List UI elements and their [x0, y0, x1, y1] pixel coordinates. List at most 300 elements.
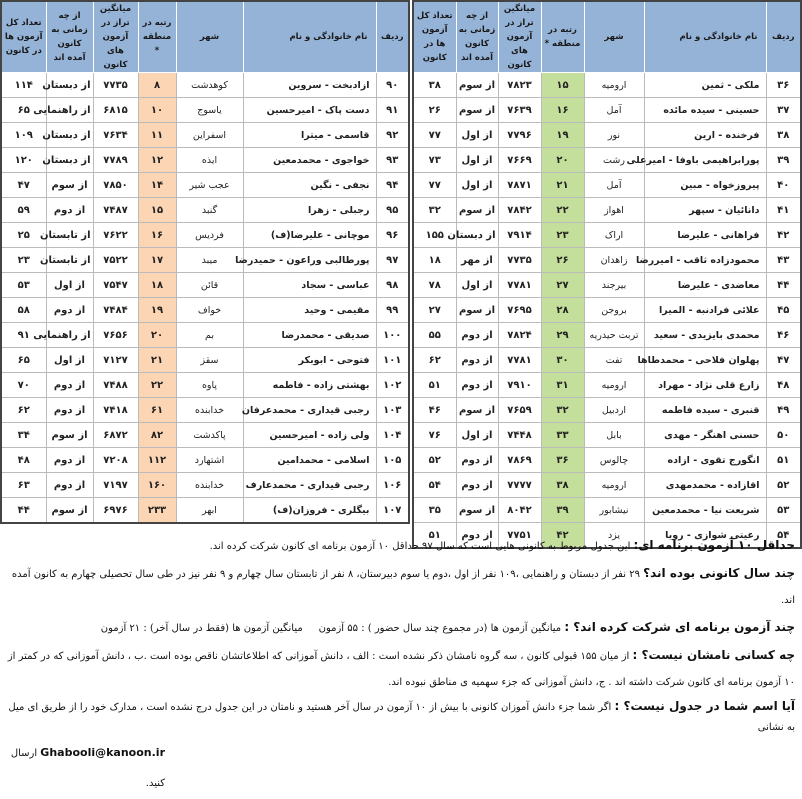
average-score-cell: ۷۷۷۷	[498, 473, 541, 498]
header-name: نام خانوادگی و نام	[243, 1, 376, 73]
table-row	[413, 223, 801, 248]
joined-since-cell: از اول	[456, 148, 498, 173]
city-cell: قائن	[176, 273, 243, 298]
regional-rank-cell: ۴۲	[541, 523, 584, 549]
average-score-cell: ۷۷۹۶	[498, 123, 541, 148]
joined-since-cell: از سوم	[456, 398, 498, 423]
table-row	[413, 248, 801, 273]
note-missing	[0, 642, 795, 696]
contact-line	[0, 738, 795, 799]
student-name-cell: قاسمی - میترا	[243, 123, 376, 148]
note-title: چند سال کانونی بوده اند؟	[643, 566, 795, 580]
row-number-cell: ۱۰۳	[376, 398, 409, 423]
exam-count-cell: ۷۸	[413, 273, 456, 298]
table-row	[1, 448, 409, 473]
row-number-cell: ۳۷	[766, 98, 801, 123]
table-row	[1, 423, 409, 448]
exam-count-cell: ۵۵	[413, 323, 456, 348]
student-name-cell: محمدی بایزیدی - سعید	[644, 323, 766, 348]
exam-count-cell: ۲۷	[413, 298, 456, 323]
table-row	[413, 498, 801, 523]
student-name-cell: مقیمی - وحید	[243, 298, 376, 323]
average-score-cell: ۶۹۷۶	[93, 498, 138, 524]
exam-count-cell: ۴۷	[1, 173, 46, 198]
average-score-cell: ۷۷۳۵	[93, 73, 138, 98]
city-cell: یزد	[584, 523, 644, 549]
student-name-cell: پورابراهیمی باوفا - امیرعلی	[644, 148, 766, 173]
joined-since-cell: از دوم	[456, 323, 498, 348]
average-score-cell: ۸۰۴۲	[498, 498, 541, 523]
row-number-cell: ۳۶	[766, 73, 801, 98]
joined-since-cell: از دبستان	[46, 148, 93, 173]
exam-count-cell: ۵۸	[1, 298, 46, 323]
exam-count-cell: ۵۲	[413, 448, 456, 473]
results-table-left	[0, 0, 410, 524]
joined-since-cell: از راهنمایی	[46, 98, 93, 123]
joined-since-cell: از سوم	[456, 73, 498, 98]
average-score-cell: ۷۶۹۵	[498, 298, 541, 323]
student-name-cell: زارع قلی نژاد - مهراد	[644, 373, 766, 398]
student-name-cell: عباسی - سجاد	[243, 273, 376, 298]
exam-count-cell: ۶۵	[1, 348, 46, 373]
city-cell: تفت	[584, 348, 644, 373]
average-score-cell: ۷۵۴۷	[93, 273, 138, 298]
regional-rank-cell: ۲۰	[541, 148, 584, 173]
regional-rank-cell: ۱۸	[138, 273, 176, 298]
joined-since-cell: از تابستان	[46, 223, 93, 248]
contact-suffix: ارسال کنید.	[10, 748, 165, 789]
joined-since-cell: از دوم	[46, 198, 93, 223]
row-number-cell: ۱۰۶	[376, 473, 409, 498]
regional-rank-cell: ۱۶۰	[138, 473, 176, 498]
joined-since-cell: از اول	[456, 123, 498, 148]
exam-count-cell: ۲۶	[413, 98, 456, 123]
joined-since-cell: از تابستان	[46, 248, 93, 273]
row-number-cell: ۵۳	[766, 498, 801, 523]
city-cell: زاهدان	[584, 248, 644, 273]
joined-since-cell: از راهنمایی	[46, 323, 93, 348]
table-row	[1, 98, 409, 123]
average-score-cell: ۷۷۵۱	[498, 523, 541, 549]
regional-rank-cell: ۳۹	[541, 498, 584, 523]
joined-since-cell: از دوم	[46, 473, 93, 498]
exam-count-cell: ۷۶	[413, 423, 456, 448]
row-number-cell: ۳۸	[766, 123, 801, 148]
joined-since-cell: از دوم	[456, 448, 498, 473]
average-score-cell: ۷۷۸۹	[93, 148, 138, 173]
exam-count-cell: ۵۱	[413, 523, 456, 549]
table-row	[1, 298, 409, 323]
student-name-cell: فتوحی - ابوبکر	[243, 348, 376, 373]
note-min-exams	[0, 532, 795, 560]
city-cell: بروجن	[584, 298, 644, 323]
row-number-cell: ۱۰۱	[376, 348, 409, 373]
city-cell: خواف	[176, 298, 243, 323]
student-name-cell: علائی فرادنبه - المیرا	[644, 298, 766, 323]
average-score-cell: ۷۴۸۷	[93, 198, 138, 223]
regional-rank-cell: ۶۱	[138, 398, 176, 423]
city-cell: ایذه	[176, 148, 243, 173]
note-title: چند آزمون برنامه ای شرکت کرده اند؟ :	[564, 620, 795, 634]
joined-since-cell: از اول	[456, 173, 498, 198]
joined-since-cell: از سوم	[456, 298, 498, 323]
exam-count-cell: ۳۲	[413, 198, 456, 223]
row-number-cell: ۵۴	[766, 523, 801, 549]
city-cell: ارومیه	[584, 73, 644, 98]
city-cell: اشتهارد	[176, 448, 243, 473]
table-row	[1, 498, 409, 524]
average-score-cell: ۷۶۳۹	[498, 98, 541, 123]
city-cell: سقز	[176, 348, 243, 373]
note-title: آیا اسم شما در جدول نیست؟ :	[614, 699, 795, 713]
joined-since-cell: از دوم	[46, 448, 93, 473]
city-cell: ارومیه	[584, 373, 644, 398]
student-name-cell: رعیتی شوازی - رویا	[644, 523, 766, 549]
table-row	[1, 473, 409, 498]
table-row	[413, 98, 801, 123]
average-score-cell: ۷۸۵۰	[93, 173, 138, 198]
table-row	[413, 373, 801, 398]
average-score-cell: ۶۸۱۵	[93, 98, 138, 123]
exam-count-cell: ۷۷	[413, 173, 456, 198]
student-name-cell: انگورج تقوی - ازاده	[644, 448, 766, 473]
exam-count-cell: ۳۴	[1, 423, 46, 448]
table-row	[413, 398, 801, 423]
table-row	[413, 73, 801, 98]
average-score-cell: ۷۸۷۱	[498, 173, 541, 198]
student-name-cell: فرخنده - ارین	[644, 123, 766, 148]
average-score-cell: ۷۶۲۲	[93, 223, 138, 248]
average-score-cell: ۷۱۲۷	[93, 348, 138, 373]
joined-since-cell: از دبستان	[456, 223, 498, 248]
table-row	[1, 323, 409, 348]
row-number-cell: ۹۰	[376, 73, 409, 98]
table-row	[1, 123, 409, 148]
regional-rank-cell: ۱۱	[138, 123, 176, 148]
average-score-cell: ۷۴۴۸	[498, 423, 541, 448]
exam-count-cell: ۵۳	[1, 273, 46, 298]
city-cell: کوهدشت	[176, 73, 243, 98]
joined-since-cell: از مهر	[456, 248, 498, 273]
city-cell: تربت حیدریه	[584, 323, 644, 348]
city-cell: اسفراین	[176, 123, 243, 148]
regional-rank-cell: ۸۲	[138, 423, 176, 448]
joined-since-cell: از دوم	[46, 298, 93, 323]
exam-count-cell: ۶۲	[1, 398, 46, 423]
student-name-cell: معاضدی - علیرضا	[644, 273, 766, 298]
regional-rank-cell: ۲۳۳	[138, 498, 176, 524]
joined-since-cell: از اول	[46, 273, 93, 298]
average-score-cell: ۷۱۹۷	[93, 473, 138, 498]
table-row	[413, 273, 801, 298]
student-name-cell: بهشتی زاده - فاطمه	[243, 373, 376, 398]
row-number-cell: ۹۳	[376, 148, 409, 173]
regional-rank-cell: ۱۵	[541, 73, 584, 98]
header-count: تعداد کل آزمون ها در کانون	[413, 1, 456, 73]
regional-rank-cell: ۳۶	[541, 448, 584, 473]
exam-count-cell: ۴۶	[413, 398, 456, 423]
average-score-cell: ۶۸۷۲	[93, 423, 138, 448]
regional-rank-cell: ۲۲	[541, 198, 584, 223]
joined-since-cell: از دوم	[456, 523, 498, 549]
joined-since-cell: از اول	[456, 423, 498, 448]
student-name-cell: موچانی - علیرضا(ف)	[243, 223, 376, 248]
joined-since-cell: از دوم	[456, 473, 498, 498]
average-score-cell: ۷۸۲۳	[498, 73, 541, 98]
note-title: حداقل ۱۰ آزمون برنامه ای:	[633, 538, 795, 552]
average-score-cell: ۷۴۸۸	[93, 373, 138, 398]
note-years	[0, 560, 795, 614]
regional-rank-cell: ۱۶	[541, 98, 584, 123]
note-exam-count	[0, 614, 795, 642]
joined-since-cell: از اول	[46, 348, 93, 373]
table-row	[413, 348, 801, 373]
note-text: از میان ۱۵۵ قبولی کانون ، سه گروه نامشان ذکر نشده است : الف ، دانش آموزانی که اطلاعاتشان ناقص بوده است .ب ، دانش آموزانی که در کمتر از ۱۰ آزمون برنامه ای کانون شرکت داشته اند . ج، دانش آموزانی که جزء سهمیه ی مناطق نبوده اند.	[7, 651, 795, 688]
joined-since-cell: از سوم	[46, 173, 93, 198]
student-name-cell: شریعت نیا - محمدمعین	[644, 498, 766, 523]
table-row	[413, 473, 801, 498]
student-name-cell: حسینی - سیده مائده	[644, 98, 766, 123]
row-number-cell: ۴۷	[766, 348, 801, 373]
regional-rank-cell: ۱۶	[138, 223, 176, 248]
exam-count-cell: ۷۰	[1, 373, 46, 398]
row-number-cell: ۹۸	[376, 273, 409, 298]
row-number-cell: ۵۲	[766, 473, 801, 498]
average-score-cell: ۷۸۲۴	[498, 323, 541, 348]
exam-count-cell: ۱۲۰	[1, 148, 46, 173]
city-cell: خدابنده	[176, 473, 243, 498]
regional-rank-cell: ۱۹	[138, 298, 176, 323]
table-row	[1, 173, 409, 198]
row-number-cell: ۵۱	[766, 448, 801, 473]
table-row	[1, 73, 409, 98]
exam-count-cell: ۵۱	[413, 373, 456, 398]
row-number-cell: ۹۱	[376, 98, 409, 123]
regional-rank-cell: ۱۵	[138, 198, 176, 223]
exam-count-cell: ۴۴	[1, 498, 46, 524]
row-number-cell: ۴۹	[766, 398, 801, 423]
average-score-cell: ۷۷۸۱	[498, 273, 541, 298]
table-row	[413, 173, 801, 198]
exam-count-cell: ۱۸	[413, 248, 456, 273]
student-name-cell: دست پاک - امیرحسین	[243, 98, 376, 123]
row-number-cell: ۴۸	[766, 373, 801, 398]
row-number-cell: ۱۰۰	[376, 323, 409, 348]
exam-count-cell: ۹۱	[1, 323, 46, 348]
joined-since-cell: از دبستان	[46, 73, 93, 98]
city-cell: اراک	[584, 223, 644, 248]
city-cell: آمل	[584, 173, 644, 198]
exam-count-cell: ۵۴	[413, 473, 456, 498]
city-cell: پاوه	[176, 373, 243, 398]
header-avg: میانگین تراز در آزمون های کانون	[498, 1, 541, 73]
exam-count-cell: ۱۵۵	[413, 223, 456, 248]
row-number-cell: ۹۷	[376, 248, 409, 273]
regional-rank-cell: ۱۰	[138, 98, 176, 123]
regional-rank-cell: ۲۰	[138, 323, 176, 348]
row-number-cell: ۱۰۷	[376, 498, 409, 524]
results-table-right	[412, 0, 802, 549]
average-score-cell: ۷۲۰۸	[93, 448, 138, 473]
regional-rank-cell: ۲۸	[541, 298, 584, 323]
table-row	[413, 298, 801, 323]
table-row	[1, 223, 409, 248]
row-number-cell: ۴۵	[766, 298, 801, 323]
average-score-cell: ۷۴۸۴	[93, 298, 138, 323]
student-name-cell: قنبری - سیده فاطمه	[644, 398, 766, 423]
student-name-cell: صدیقی - محمدرضا	[243, 323, 376, 348]
note-not-listed	[0, 696, 795, 738]
student-name-cell: بیگلری - فروزان(ف)	[243, 498, 376, 524]
regional-rank-cell: ۱۴	[138, 173, 176, 198]
average-score-cell: ۷۸۶۹	[498, 448, 541, 473]
city-cell: یاسوج	[176, 98, 243, 123]
city-cell: بابل	[584, 423, 644, 448]
contact-email-link[interactable]: Ghabooli@kanoon.ir	[40, 746, 165, 759]
regional-rank-cell: ۲۱	[541, 173, 584, 198]
note-text: اگر شما جزء دانش آموزان کانونی با بیش از ۱۰ آزمون در سال آخر هستید و نامتان در این جدول درج نشده است ، مدارک خود را از طریق ای میل به نشانی	[8, 702, 795, 733]
city-cell: آمل	[584, 98, 644, 123]
regional-rank-cell: ۱۹	[541, 123, 584, 148]
header-rank: رتبه در منطقه *	[138, 1, 176, 73]
regional-rank-cell: ۱۷	[138, 248, 176, 273]
student-name-cell: حسنی اهنگر - مهدی	[644, 423, 766, 448]
row-number-cell: ۱۰۲	[376, 373, 409, 398]
exam-count-cell: ۶۳	[1, 473, 46, 498]
regional-rank-cell: ۲۷	[541, 273, 584, 298]
table-row	[1, 373, 409, 398]
row-number-cell: ۱۰۴	[376, 423, 409, 448]
header-city: شهر	[584, 1, 644, 73]
table-row	[413, 448, 801, 473]
joined-since-cell: از سوم	[456, 98, 498, 123]
average-score-cell: ۷۸۴۲	[498, 198, 541, 223]
regional-rank-cell: ۲۲	[138, 373, 176, 398]
note-text: میانگین آزمون ها (در مجموع چند سال حضور ) : ۵۵ آزمون میانگین آزمون ها (فقط در سال آخر) : ۲۱ آزمون	[100, 623, 565, 634]
student-name-cell: فراهانی - علیرضا	[644, 223, 766, 248]
student-name-cell: رجبلی - زهرا	[243, 198, 376, 223]
exam-count-cell: ۶۵	[1, 98, 46, 123]
average-score-cell: ۷۹۱۰	[498, 373, 541, 398]
joined-since-cell: از سوم	[46, 423, 93, 448]
joined-since-cell: از سوم	[46, 498, 93, 524]
exam-count-cell: ۷۳	[413, 148, 456, 173]
row-number-cell: ۹۹	[376, 298, 409, 323]
average-score-cell: ۷۷۳۵	[498, 248, 541, 273]
city-cell: گنبد	[176, 198, 243, 223]
joined-since-cell: از دوم	[456, 373, 498, 398]
exam-count-cell: ۳۵	[413, 498, 456, 523]
table-row	[1, 273, 409, 298]
student-name-cell: ولی زاده - امیرحسین	[243, 423, 376, 448]
table-row	[1, 248, 409, 273]
student-name-cell: پهلوان فلاحی - محمدطاها	[644, 348, 766, 373]
average-score-cell: ۷۵۲۲	[93, 248, 138, 273]
header-row: ردیف	[766, 1, 801, 73]
average-score-cell: ۷۹۱۴	[498, 223, 541, 248]
row-number-cell: ۴۱	[766, 198, 801, 223]
row-number-cell: ۹۶	[376, 223, 409, 248]
table-row	[1, 398, 409, 423]
row-number-cell: ۹۵	[376, 198, 409, 223]
city-cell: اهواز	[584, 198, 644, 223]
regional-rank-cell: ۲۹	[541, 323, 584, 348]
header-since: از چه زمانی به کانون آمده اند	[46, 1, 93, 73]
regional-rank-cell: ۲۶	[541, 248, 584, 273]
row-number-cell: ۴۰	[766, 173, 801, 198]
student-name-cell: نجفی - نگین	[243, 173, 376, 198]
table-row	[413, 423, 801, 448]
student-name-cell: پیروزخواه - مبین	[644, 173, 766, 198]
city-cell: عجب شیر	[176, 173, 243, 198]
row-number-cell: ۴۳	[766, 248, 801, 273]
exam-count-cell: ۱۱۴	[1, 73, 46, 98]
regional-rank-cell: ۳۳	[541, 423, 584, 448]
student-name-cell: اقازاده - محمدمهدی	[644, 473, 766, 498]
exam-count-cell: ۶۲	[413, 348, 456, 373]
header-avg: میانگین تراز در آزمون های کانون	[93, 1, 138, 73]
regional-rank-cell: ۳۲	[541, 398, 584, 423]
city-cell: چالوس	[584, 448, 644, 473]
table-row	[1, 148, 409, 173]
student-name-cell: رجبی قیداری - محمدعارف	[243, 473, 376, 498]
joined-since-cell: از دوم	[456, 348, 498, 373]
row-number-cell: ۴۲	[766, 223, 801, 248]
table-row	[1, 348, 409, 373]
average-score-cell: ۷۴۱۸	[93, 398, 138, 423]
student-name-cell: دانائیان - سپهر	[644, 198, 766, 223]
regional-rank-cell: ۲۱	[138, 348, 176, 373]
average-score-cell: ۷۷۸۱	[498, 348, 541, 373]
row-number-cell: ۹۲	[376, 123, 409, 148]
table-row	[413, 198, 801, 223]
joined-since-cell: از دوم	[46, 398, 93, 423]
row-number-cell: ۵۰	[766, 423, 801, 448]
student-name-cell: ازادبخت - سروین	[243, 73, 376, 98]
student-name-cell: ملکی - ثمین	[644, 73, 766, 98]
student-name-cell: رجبی قیداری - محمدعرفان	[243, 398, 376, 423]
student-name-cell: پورطالبی وراعون - حمیدرضا	[243, 248, 376, 273]
row-number-cell: ۴۴	[766, 273, 801, 298]
city-cell: فردیس	[176, 223, 243, 248]
city-cell: بم	[176, 323, 243, 348]
exam-count-cell: ۵۹	[1, 198, 46, 223]
city-cell: ابهر	[176, 498, 243, 524]
joined-since-cell: از دبستان	[46, 123, 93, 148]
table-row	[413, 123, 801, 148]
joined-since-cell: از سوم	[456, 498, 498, 523]
exam-count-cell: ۷۷	[413, 123, 456, 148]
table-row	[413, 148, 801, 173]
row-number-cell: ۱۰۵	[376, 448, 409, 473]
note-text: ۲۹ نفر از دبستان و راهنمایی ،۱۰۹ نفر از اول ،دوم یا سوم دبیرستان، ۸ نفر از تابستان سال چهارم و ۹ نفر نیز در طی سال تحصیلی چهارم به کانون آمده اند.	[11, 569, 795, 606]
joined-since-cell: از اول	[456, 273, 498, 298]
joined-since-cell: از دوم	[46, 373, 93, 398]
joined-since-cell: از سوم	[456, 198, 498, 223]
city-cell: نور	[584, 123, 644, 148]
table-row	[413, 323, 801, 348]
header-row: ردیف	[376, 1, 409, 73]
exam-count-cell: ۴۸	[1, 448, 46, 473]
regional-rank-cell: ۳۸	[541, 473, 584, 498]
notes-section	[0, 532, 795, 799]
regional-rank-cell: ۲۳	[541, 223, 584, 248]
average-score-cell: ۷۶۳۴	[93, 123, 138, 148]
regional-rank-cell: ۸	[138, 73, 176, 98]
average-score-cell: ۷۶۵۶	[93, 323, 138, 348]
header-rank: رتبه در منطقه *	[541, 1, 584, 73]
header-since: از چه زمانی به کانون آمده اند	[456, 1, 498, 73]
